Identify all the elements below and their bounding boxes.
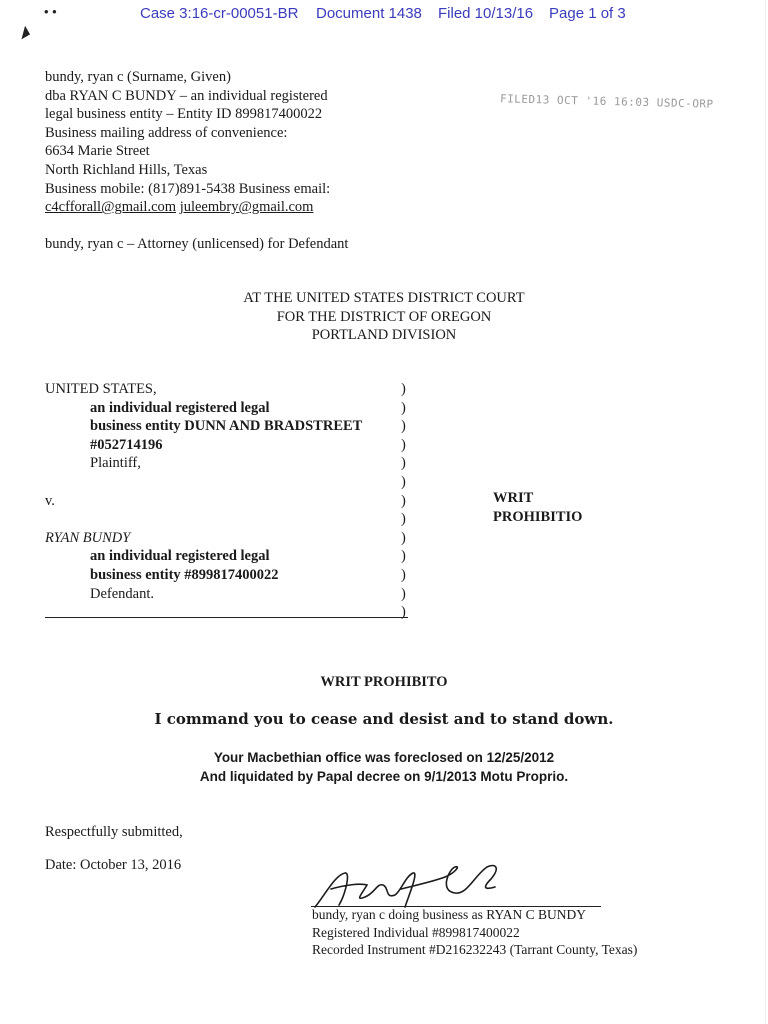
sender-line: North Richland Hills, Texas bbox=[45, 162, 208, 178]
versus: v. bbox=[45, 492, 55, 509]
document-number: Document 1438 bbox=[316, 5, 422, 22]
court-line-1: AT THE UNITED STATES DISTRICT COURT bbox=[243, 290, 525, 306]
filing-stamp: FILED13 OCT '16 16:03 USDC-ORP bbox=[499, 92, 714, 111]
scan-edge bbox=[765, 0, 766, 1024]
case-caption bbox=[45, 380, 362, 603]
email-line bbox=[45, 198, 313, 217]
spacer bbox=[45, 510, 362, 529]
court-line-2: FOR THE DISTRICT OF OREGON bbox=[276, 308, 492, 325]
attorney-line: bundy, ryan c – Attorney (unlicensed) for Defendant bbox=[45, 236, 349, 252]
email-link-1[interactable]: c4cfforall@gmail.com bbox=[45, 199, 177, 216]
sender-line: Business mailing address of convenience: bbox=[45, 124, 288, 141]
plaintiff-description: #052714196 bbox=[90, 436, 163, 453]
command-line: I command you to cease and desist and to stand down. bbox=[154, 710, 614, 728]
sender-line: Business mobile: (817)891-5438 Business email: bbox=[45, 180, 331, 197]
spacer bbox=[45, 473, 362, 492]
writ-line-1: WRIT bbox=[493, 490, 534, 506]
filed-date: Filed 10/13/16 bbox=[438, 5, 534, 22]
plaintiff-role: Plaintiff, bbox=[90, 455, 141, 472]
signature-instrument: Recorded Instrument #D216232243 (Tarrant County, Texas) bbox=[312, 942, 638, 957]
caption-brackets: ) ) ) ) ) ) ) ) ) ) ) ) ) bbox=[401, 381, 406, 621]
statement bbox=[0, 748, 768, 786]
court-heading bbox=[0, 289, 768, 345]
writ-caption-title bbox=[493, 489, 582, 527]
court-line-3: PORTLAND DIVISION bbox=[311, 327, 457, 344]
signature-block bbox=[312, 906, 637, 959]
sender-line: dba RYAN C BUNDY – an individual registered bbox=[45, 87, 328, 104]
writ-title: WRIT PROHIBITO bbox=[320, 674, 448, 690]
page-indicator: Page 1 of 3 bbox=[549, 5, 626, 22]
caption-rule bbox=[45, 617, 408, 618]
defendant-description: an individual registered legal bbox=[90, 548, 270, 565]
defendant-name: RYAN BUNDY bbox=[45, 529, 131, 546]
writ-line-2: PROHIBITIO bbox=[493, 509, 583, 525]
signature-name: bundy, ryan c doing business as RYAN C BUNDY bbox=[312, 907, 586, 922]
signature-registration: Registered Individual #899817400022 bbox=[312, 924, 520, 940]
scan-mark-2: ◢ bbox=[14, 22, 31, 41]
plaintiff-description: an individual registered legal bbox=[90, 399, 270, 416]
sender-line: legal business entity – Entity ID 899817400022 bbox=[45, 106, 323, 123]
plaintiff-description: business entity DUNN AND BRADSTREET bbox=[90, 418, 363, 435]
date-line: Date: October 13, 2016 bbox=[45, 857, 182, 873]
sender-line: bundy, ryan c (Surname, Given) bbox=[45, 69, 231, 85]
scan-mark: • • bbox=[44, 4, 57, 19]
sender-line: 6634 Marie Street bbox=[45, 143, 150, 160]
defendant-description: business entity #899817400022 bbox=[90, 566, 279, 583]
defendant-role: Defendant. bbox=[90, 585, 155, 602]
statement-line-1: Your Macbethian office was foreclosed on 12/25/2012 bbox=[213, 750, 555, 765]
plaintiff-name: UNITED STATES, bbox=[45, 381, 157, 397]
case-number: Case 3:16-cr-00051-BR bbox=[140, 5, 299, 22]
email-link-2[interactable]: juleembry@gmail.com bbox=[179, 199, 314, 216]
respectfully-submitted: Respectfully submitted, bbox=[45, 824, 183, 840]
statement-line-2: And liquidated by Papal decree on 9/1/2013 Motu Proprio. bbox=[199, 769, 569, 784]
